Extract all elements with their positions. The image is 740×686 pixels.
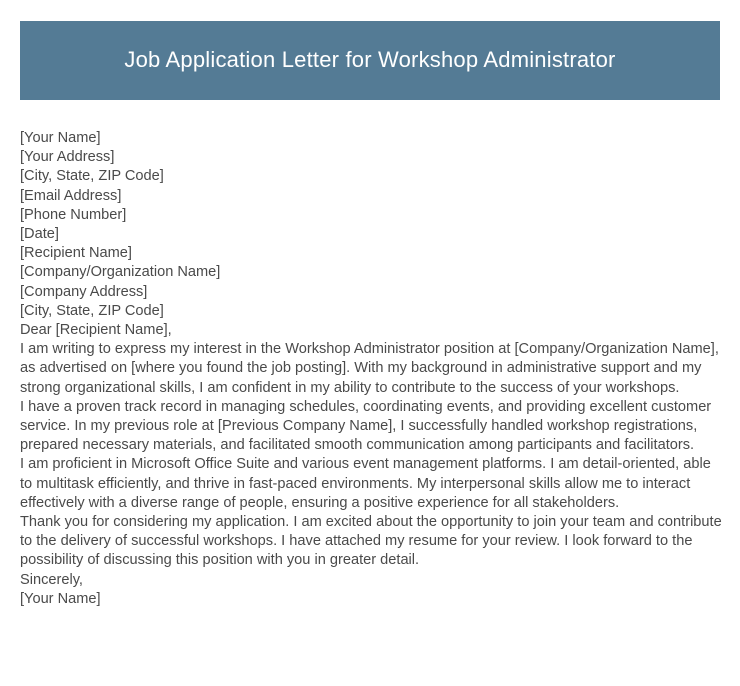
letter-line-date: [Date] [20, 226, 59, 243]
letter-line-recipient-company: [Company/Organization Name] [20, 264, 221, 281]
letter-line-recipient-name: [Recipient Name] [20, 245, 132, 262]
letter-line-sender-address: [Your Address] [20, 149, 115, 166]
letter-line-salutation: Dear [Recipient Name], [20, 322, 172, 339]
letter-line-recipient-address: [Company Address] [20, 283, 148, 300]
letter-line-sender-name: [Your Name] [20, 130, 101, 146]
letter-body [20, 129, 722, 609]
letter-paragraph-closing: Thank you for considering my application. I am excited about the opportunity to join your team and contribute to the delivery of successful workshops. I have attached my resume for your review. I look forward to the possibility of discussing this position with you in greater detail. [20, 514, 722, 569]
letter-line-signature-name: [Your Name] [20, 590, 101, 607]
letter-line-recipient-city-state-zip: [City, State, ZIP Code] [20, 302, 164, 319]
letter-line-sender-city-state-zip: [City, State, ZIP Code] [20, 168, 164, 185]
letter-line-sender-email: [Email Address] [20, 187, 122, 204]
letter-line-sender-phone: [Phone Number] [20, 206, 127, 223]
page-title: Job Application Letter for Workshop Administrator [124, 47, 616, 73]
letter-paragraph-experience: I have a proven track record in managing schedules, coordinating events, and providing excellent customer service. In my previous role at [Previous Company Name], I successfully handled workshop registrations, prepared necessary materials, and facilitated smooth communication among participants and facilitators. [20, 398, 712, 454]
letter-header-banner [20, 21, 720, 100]
letter-paragraph-intro: I am writing to express my interest in the Workshop Administrator position at [Company/Organization Name], as advertised on [where you found the job posting]. With my background in administrative support and my strong organizational skills, I am confident in my ability to contribute to the success of your workshops. [20, 341, 719, 396]
letter-line-signoff: Sincerely, [20, 571, 83, 588]
letter-paragraph-skills: I am proficient in Microsoft Office Suite and various event management platforms. I am detail-oriented, able to multitask efficiently, and thrive in fast-paced environments. My interpersonal skills allow me to interact effectively with a diverse range of people, ensuring a positive experience for all stakeholders. [20, 456, 711, 511]
